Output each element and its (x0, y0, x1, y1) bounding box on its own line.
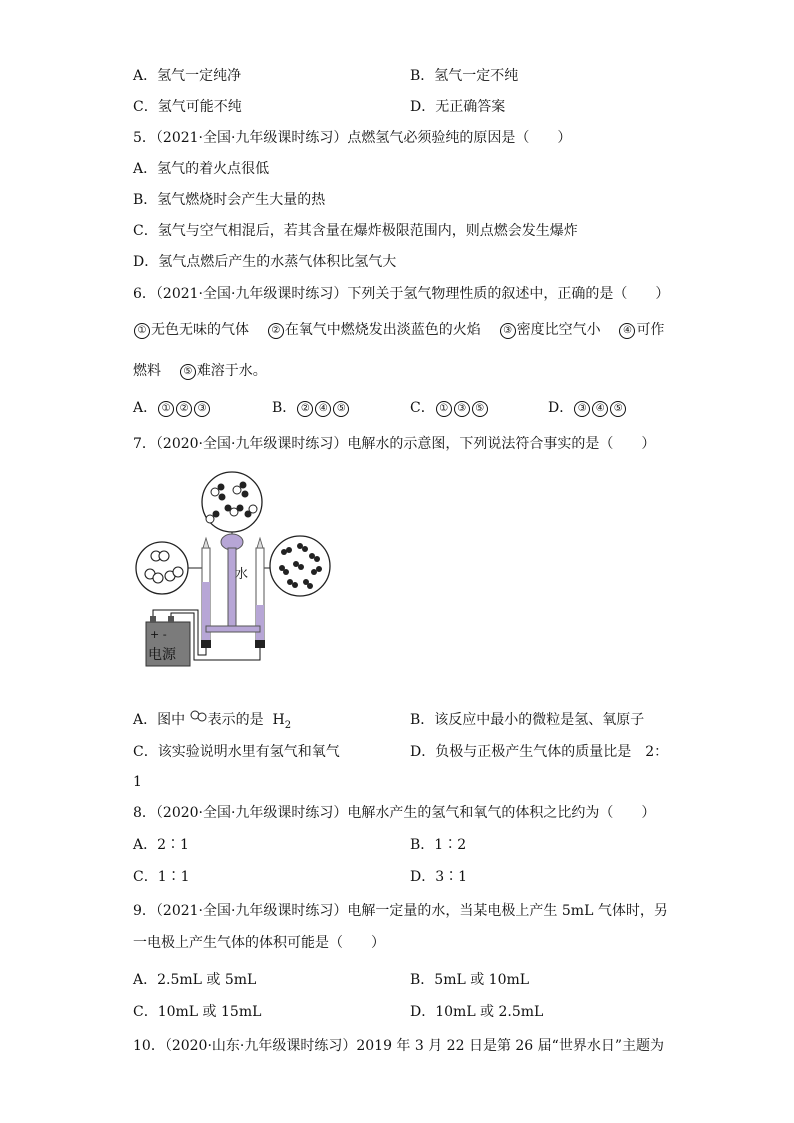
q6-statement-4b: 燃料 (133, 363, 161, 379)
q8-option-d: D．3∶1 (410, 869, 468, 885)
q10-stem: 10．（2020·山东·九年级课时练习）2019 年 3 月 22 日是第 26 届“世界水日”主题为 (133, 1038, 664, 1054)
q6-num-3: ③ (500, 323, 516, 339)
q5-option-a: A．氢气的着火点很低 (133, 161, 270, 177)
q7-option-d-continued: 1 (133, 774, 142, 790)
q5-option-b: B．氢气燃烧时会产生大量的热 (133, 192, 326, 208)
q6-statement-2: 在氧气中燃烧发出淡蓝色的火焰 (284, 322, 481, 338)
battery-signs: + - (150, 628, 167, 641)
q7-option-a: A．图中 表示的是 $H_2$ (133, 712, 292, 731)
power-label: 电源 (148, 647, 176, 663)
q6-statements-line1 (133, 320, 664, 340)
q9-stem-line2: 一电极上产生气体的体积可能是（ ） (133, 935, 385, 951)
q9-option-b: B．5mL 或 10mL (410, 972, 530, 988)
q5-option-d: D．氢气点燃后产生的水蒸气体积比氢气大 (133, 254, 397, 270)
q9-option-c: C．10mL 或 15mL (133, 1004, 262, 1020)
q6-statement-4a: 可作 (636, 322, 665, 338)
q7-option-d: D．负极与正极产生气体的质量比是 2： (410, 744, 669, 760)
q6-num-1: ① (134, 323, 150, 339)
oxygen-molecule-icon (190, 710, 208, 722)
q4-option-a: A．氢气一定纯净 (133, 68, 242, 84)
q6-option-c: C． ① ③ ⑤ (410, 398, 489, 418)
q4-option-c: C．氢气可能不纯 (133, 99, 242, 115)
q7-stem: 7．（2020·全国·九年级课时练习）电解水的示意图，下列说法符合事实的是（ ） (133, 436, 656, 452)
q6-option-a: A． ① ② ③ (133, 398, 211, 418)
q6-statement-1: 无色无味的气体 (151, 322, 249, 338)
q6-statement-3: 密度比空气小 (516, 322, 601, 338)
q6-num-4: ④ (619, 323, 635, 339)
q6-statements-line2 (133, 361, 267, 381)
q9-stem: 9．（2021·全国·九年级课时练习）电解一定量的水，当某电极上产生 5mL 气体时，另 (133, 903, 668, 919)
q6-statement-5: 难溶于水。 (196, 363, 267, 379)
q8-stem: 8．（2020·全国·九年级课时练习）电解水产生的氢气和氧气的体积之比约为（ ） (133, 805, 656, 821)
q5-stem: 5．（2021·全国·九年级课时练习）点燃氢气必须验纯的原因是（ ） (133, 130, 572, 146)
q6-stem: 6．（2021·全国·九年级课时练习）下列关于氢气物理性质的叙述中，正确的是（ ） (133, 286, 670, 302)
q5-option-c: C．氢气与空气相混后，若其含量在爆炸极限范围内，则点燃会发生爆炸 (133, 223, 578, 239)
electrolysis-diagram (130, 470, 370, 680)
q7-option-b: B．该反应中最小的微粒是氢、氧原子 (410, 712, 645, 728)
q4-option-b: B．氢气一定不纯 (410, 68, 519, 84)
q6-num-2: ② (268, 323, 284, 339)
hofmann-apparatus (201, 534, 265, 648)
q9-option-d: D．10mL 或 2.5mL (410, 1004, 544, 1020)
q8-option-c: C．1∶1 (133, 869, 190, 885)
q7-option-c: C．该实验说明水里有氢气和氧气 (133, 744, 340, 760)
q6-option-b: B． ② ④ ⑤ (272, 398, 350, 418)
q8-option-a: A．2∶1 (133, 837, 189, 853)
q6-option-d: D． ③ ④ ⑤ (548, 398, 627, 418)
q6-num-5: ⑤ (180, 364, 196, 380)
water-label: 水 (235, 567, 249, 582)
q9-option-a: A．2.5mL 或 5mL (133, 972, 257, 988)
q8-option-b: B．1∶2 (410, 837, 467, 853)
q4-option-d: D．无正确答案 (410, 99, 506, 115)
